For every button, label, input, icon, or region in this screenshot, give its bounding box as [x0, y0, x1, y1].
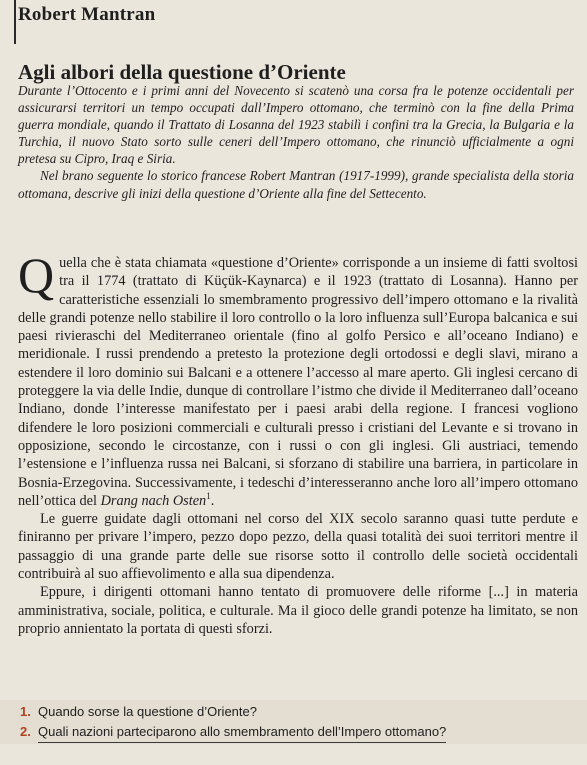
drop-cap: Q — [18, 247, 55, 303]
page-edge-mark — [0, 0, 16, 44]
question-text: Quali nazioni parteciparono allo smembramento dell’Impero ottomano? — [38, 722, 446, 743]
foreign-term: Drang nach Osten — [100, 492, 207, 509]
reading-title: Agli albori della questione d’Oriente — [18, 60, 346, 84]
body-paragraph: Eppure, i dirigenti ottomani hanno tentato di promuovere delle riforme [...] in materia amministrativa, sociale, politica, e culturale. Ma il gioco delle grandi potenze ha limitato, se non proprio annientato la portata di questi sforzi. — [18, 584, 578, 637]
question-number: 1. — [20, 704, 31, 719]
intro-paragraph: Nel brano seguente lo storico francese Robert Mantran (1917-1999), grande specialista della storia ottomana, descrive gli inizi della questione d’Oriente alla fine del Settecento. — [18, 168, 574, 201]
introduction — [18, 82, 574, 202]
author-name: Robert Mantran — [18, 4, 156, 25]
question-number: 2. — [20, 724, 31, 739]
questions-list — [20, 702, 580, 743]
intro-paragraph: Durante l’Ottocento e i primi anni del Novecento si scatenò una corsa fra le potenze occidentali per assicurarsi territori un tempo occupati dall’Impero ottomano, che terminò con la fine della Prima guerra mondiale, quando il Trattato di Losanna del 1923 stabilì i confini tra la Grecia, la Bulgaria e la Turchia, il nuovo Stato sorto sulle ceneri dell’Impero ottomano, che rinunciò ufficialmente a ogni pretesa su Cipro, Iraq e Siria. — [18, 83, 574, 167]
body-text: uella che è stata chiamata «questione d’Oriente» corrisponde a un insieme di fatti svoltosi tra il 1774 (trattato di Küçük-Kaynarca) e il 1923 (trattato di Losanna). Hanno per caratteristiche essenziali lo smembramento progressivo dell’impero ottomano e la rivalità delle grandi potenze nello stabilire il loro controllo o la loro influenza sull’Europa balcanica e sui paesi rivieraschi del Mediterraneo orientale (fino al golfo Persico e all’oceano Indiano) e meridionale. I russi prendendo a pretesto la protezione degli ortodossi e degli slavi, mirano a estendere il loro dominio sui Balcani e a ottenere l’accesso al mare aperto. Gli inglesi cercano di proteggere la via delle Indie, dunque di controllare l’istmo che divide il Mediterraneo dall’oceano Indiano, donde l’interesse manifestato per i paesi arabi della regione. I francesi vogliono difendere le loro posizioni commerciali e culturali presso i cristiani del Levante e si trovano in opposizione, secondo le circostanze, con i russi o con gli inglesi. Gli austriaci, temendo l’estensione e l’influenza russa nei Balcani, si sforzano di stabilire una barriera, in particolare in Bosnia-Erzegovina. Successivamente, i tedeschi d’interesseranno anche loro all’impero ottomano nell’ottica del — [18, 255, 578, 509]
footnote-reference[interactable]: 1 — [206, 491, 211, 502]
main-text — [18, 247, 578, 638]
question-item — [20, 722, 580, 743]
body-paragraph: Le guerre guidate dagli ottomani nel corso del XIX secolo saranno quasi tutte perdute e finiranno per privare l’impero, pezzo dopo pezzo, della quasi totalità dei suoi territori mentre il passaggio di una grande parte delle sue risorse sotto il controllo delle società occidentali contribuirà al suo affievolimento e alla sua dipendenza. — [18, 511, 578, 583]
body-paragraph — [18, 247, 578, 510]
body-text: . — [210, 492, 215, 509]
question-item — [20, 702, 580, 722]
question-text: Quando sorse la questione d’Oriente? — [38, 704, 257, 719]
